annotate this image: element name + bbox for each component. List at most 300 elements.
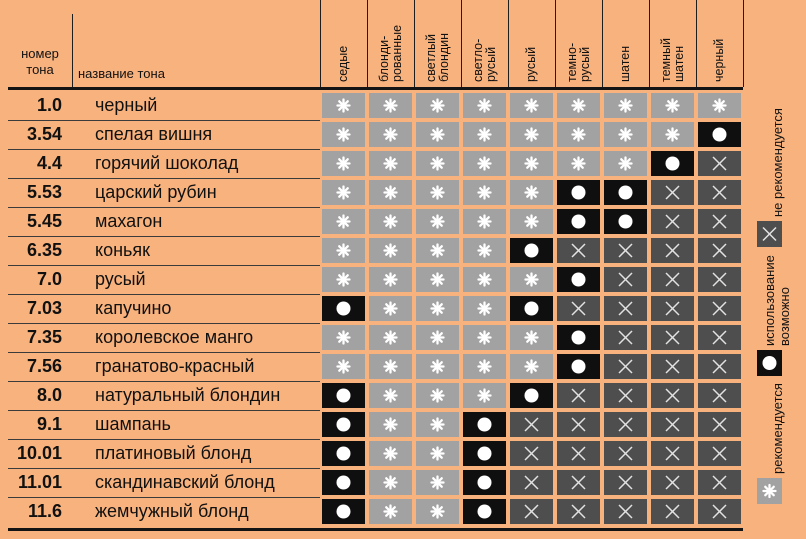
table-row	[0, 410, 745, 439]
cell-cross	[557, 296, 600, 321]
cross-icon	[651, 499, 694, 524]
cell-cross	[651, 296, 694, 321]
asterisk-icon	[651, 122, 694, 147]
cell-asterisk	[322, 180, 365, 205]
cross-icon	[604, 441, 647, 466]
column-header	[461, 0, 508, 86]
cell-asterisk	[416, 383, 459, 408]
cell-cross	[604, 499, 647, 524]
cross-icon	[557, 296, 600, 321]
cell-cross	[604, 441, 647, 466]
asterisk-icon	[322, 180, 365, 205]
cross-icon	[651, 209, 694, 234]
asterisk-icon	[416, 441, 459, 466]
cell-cross	[651, 412, 694, 437]
asterisk-icon	[510, 151, 553, 176]
cell-asterisk	[369, 267, 412, 292]
asterisk-icon	[416, 122, 459, 147]
circle-icon	[698, 122, 741, 147]
asterisk-icon	[557, 93, 600, 118]
asterisk-icon	[463, 180, 506, 205]
cell-cross	[651, 180, 694, 205]
circle-icon	[463, 470, 506, 495]
cell-asterisk	[369, 441, 412, 466]
column-header-text	[713, 0, 726, 86]
cell-circle	[463, 499, 506, 524]
cell-asterisk	[463, 325, 506, 350]
column-header-line: русый	[577, 46, 592, 82]
cross-icon	[651, 180, 694, 205]
tone-name: шампань	[95, 414, 171, 434]
column-header-line: светлый	[423, 34, 438, 82]
tone-number: 5.53	[26, 182, 62, 202]
cross-icon	[698, 354, 741, 379]
cross-icon	[651, 383, 694, 408]
cell-asterisk	[463, 354, 506, 379]
cell-asterisk	[604, 93, 647, 118]
column-header-line: темный	[658, 37, 673, 82]
asterisk-icon	[463, 296, 506, 321]
cell-asterisk	[369, 122, 412, 147]
cell-circle	[510, 383, 553, 408]
table-row	[0, 178, 745, 207]
cross-icon	[557, 412, 600, 437]
cross-icon	[651, 325, 694, 350]
cross-icon	[557, 238, 600, 263]
tone-number: 6.35	[26, 240, 62, 260]
asterisk-icon	[416, 296, 459, 321]
table-row	[0, 381, 745, 410]
asterisk-icon	[322, 238, 365, 263]
asterisk-icon	[604, 151, 647, 176]
cell-cross	[604, 267, 647, 292]
cell-circle	[604, 209, 647, 234]
cell-asterisk	[322, 151, 365, 176]
cross-icon	[651, 470, 694, 495]
circle-icon	[510, 296, 553, 321]
asterisk-icon	[322, 354, 365, 379]
cell-asterisk	[369, 325, 412, 350]
column-header-text	[525, 0, 538, 86]
cross-icon	[698, 412, 741, 437]
table-row	[0, 91, 745, 120]
tone-number: 7.35	[26, 327, 62, 347]
asterisk-icon	[463, 325, 506, 350]
cross-icon	[698, 499, 741, 524]
circle-icon	[557, 354, 600, 379]
tone-name: царский рубин	[95, 182, 217, 202]
cross-icon	[651, 441, 694, 466]
cell-asterisk	[416, 296, 459, 321]
cell-cross	[651, 267, 694, 292]
asterisk-icon	[510, 93, 553, 118]
cross-icon	[604, 470, 647, 495]
cell-cross	[651, 209, 694, 234]
cross-icon	[757, 221, 782, 247]
asterisk-icon	[510, 267, 553, 292]
tone-name: платиновый блонд	[95, 443, 252, 463]
tone-name: королевское манго	[95, 327, 254, 347]
column-header	[696, 0, 743, 86]
column-header-line: блонди-	[376, 35, 391, 82]
cell-asterisk	[557, 93, 600, 118]
cell-asterisk	[463, 267, 506, 292]
table-row	[0, 265, 745, 294]
cell-asterisk	[510, 93, 553, 118]
asterisk-icon	[510, 209, 553, 234]
cell-asterisk	[557, 151, 600, 176]
asterisk-icon	[604, 93, 647, 118]
cell-asterisk	[651, 93, 694, 118]
cell-cross	[698, 441, 741, 466]
cell-asterisk	[510, 180, 553, 205]
asterisk-icon	[604, 122, 647, 147]
cross-icon	[510, 441, 553, 466]
tone-name: махагон	[95, 211, 163, 231]
column-header-line: шатен	[618, 45, 632, 82]
number-column-header-line: тона	[26, 62, 54, 77]
circle-icon	[757, 350, 782, 376]
circle-icon	[557, 325, 600, 350]
column-header-line: блондин	[436, 32, 451, 82]
circle-icon	[604, 209, 647, 234]
circle-icon	[510, 383, 553, 408]
cell-asterisk	[463, 180, 506, 205]
legend-label-text	[770, 93, 785, 217]
circle-icon	[651, 151, 694, 176]
asterisk-icon	[369, 296, 412, 321]
circle-icon	[557, 267, 600, 292]
column-header	[414, 0, 461, 86]
legend-label-line: не рекомендуется	[769, 108, 785, 217]
cell-asterisk	[322, 93, 365, 118]
legend-swatch	[757, 221, 782, 247]
asterisk-icon	[557, 151, 600, 176]
asterisk-icon	[463, 209, 506, 234]
cell-asterisk	[322, 238, 365, 263]
table-row	[0, 352, 745, 381]
table-row	[0, 468, 745, 497]
cell-cross	[604, 296, 647, 321]
circle-icon	[557, 180, 600, 205]
column-header-text	[566, 0, 592, 86]
cell-asterisk	[322, 354, 365, 379]
asterisk-icon	[322, 122, 365, 147]
cell-cross	[698, 151, 741, 176]
cross-icon	[698, 325, 741, 350]
cell-cross	[604, 238, 647, 263]
cell-cross	[510, 470, 553, 495]
column-header	[320, 0, 367, 86]
cell-asterisk	[416, 499, 459, 524]
cell-cross	[510, 499, 553, 524]
cell-asterisk	[416, 325, 459, 350]
tone-number: 8.0	[36, 385, 62, 405]
cell-circle	[322, 383, 365, 408]
cell-cross	[510, 441, 553, 466]
cell-cross	[604, 325, 647, 350]
cell-asterisk	[510, 325, 553, 350]
cell-asterisk	[604, 122, 647, 147]
asterisk-icon	[416, 354, 459, 379]
asterisk-icon	[369, 325, 412, 350]
cross-icon	[604, 383, 647, 408]
asterisk-icon	[322, 93, 365, 118]
circle-icon	[322, 441, 365, 466]
cell-circle	[463, 412, 506, 437]
cell-asterisk	[463, 122, 506, 147]
asterisk-icon	[416, 93, 459, 118]
cell-cross	[698, 296, 741, 321]
column-header-line: рованные	[389, 24, 404, 82]
legend-label	[750, 93, 804, 217]
asterisk-icon	[416, 325, 459, 350]
cross-icon	[698, 383, 741, 408]
column-header-line: черный	[712, 38, 726, 82]
cross-icon	[510, 499, 553, 524]
top-rule	[8, 87, 743, 90]
cell-asterisk	[369, 412, 412, 437]
number-column-header-line: номер	[21, 46, 59, 61]
asterisk-icon	[369, 180, 412, 205]
cell-cross	[557, 499, 600, 524]
cell-asterisk	[463, 209, 506, 234]
table-row	[0, 149, 745, 178]
cross-icon	[604, 238, 647, 263]
tone-name: русый	[95, 269, 146, 289]
header-divider	[743, 0, 744, 87]
tone-number: 1.0	[36, 95, 62, 115]
cell-asterisk	[369, 93, 412, 118]
asterisk-icon	[463, 383, 506, 408]
cell-cross	[651, 325, 694, 350]
cross-icon	[510, 412, 553, 437]
asterisk-icon	[757, 478, 782, 504]
asterisk-icon	[510, 354, 553, 379]
tone-name: горячий шоколад	[95, 153, 239, 173]
asterisk-icon	[369, 209, 412, 234]
column-header	[602, 0, 649, 86]
asterisk-icon	[557, 122, 600, 147]
column-header-line: шатен	[671, 45, 686, 82]
cell-circle	[557, 325, 600, 350]
cell-asterisk	[322, 209, 365, 234]
tone-name: капучино	[95, 298, 172, 318]
tone-name: спелая вишня	[95, 124, 213, 144]
asterisk-icon	[510, 180, 553, 205]
cross-icon	[604, 267, 647, 292]
asterisk-icon	[369, 470, 412, 495]
cell-cross	[698, 180, 741, 205]
cell-asterisk	[322, 325, 365, 350]
column-header-text	[619, 0, 632, 86]
asterisk-icon	[416, 412, 459, 437]
cell-asterisk	[369, 499, 412, 524]
cell-circle	[510, 296, 553, 321]
cross-icon	[557, 383, 600, 408]
cell-cross	[557, 441, 600, 466]
cell-asterisk	[510, 209, 553, 234]
legend-label	[750, 248, 804, 346]
cell-cross	[651, 383, 694, 408]
circle-icon	[510, 238, 553, 263]
legend-swatch	[757, 478, 782, 504]
tone-name: натуральный блондин	[95, 385, 281, 405]
asterisk-icon	[416, 151, 459, 176]
cell-cross	[651, 238, 694, 263]
asterisk-icon	[416, 499, 459, 524]
circle-icon	[322, 412, 365, 437]
cell-asterisk	[369, 180, 412, 205]
column-header-line: темно-	[564, 42, 579, 82]
asterisk-icon	[416, 209, 459, 234]
cell-cross	[651, 441, 694, 466]
cross-icon	[510, 470, 553, 495]
cell-asterisk	[416, 354, 459, 379]
asterisk-icon	[369, 354, 412, 379]
cell-circle	[322, 470, 365, 495]
tone-number: 4.4	[36, 153, 62, 173]
circle-icon	[604, 180, 647, 205]
cell-circle	[557, 354, 600, 379]
cell-cross	[698, 412, 741, 437]
cell-asterisk	[463, 151, 506, 176]
column-header-text	[660, 0, 686, 86]
cross-icon	[698, 296, 741, 321]
cell-asterisk	[604, 151, 647, 176]
table-row	[0, 497, 745, 526]
tone-name: скандинавский блонд	[95, 472, 275, 492]
cell-asterisk	[369, 209, 412, 234]
legend-label-line: использование	[762, 255, 777, 346]
cell-asterisk	[463, 93, 506, 118]
cell-asterisk	[416, 267, 459, 292]
asterisk-icon	[369, 441, 412, 466]
asterisk-icon	[369, 412, 412, 437]
tone-name: жемчужный блонд	[95, 501, 249, 521]
cell-asterisk	[416, 180, 459, 205]
asterisk-icon	[463, 93, 506, 118]
cell-asterisk	[510, 122, 553, 147]
cell-asterisk	[369, 296, 412, 321]
cell-circle	[463, 441, 506, 466]
cell-circle	[651, 151, 694, 176]
circle-icon	[463, 499, 506, 524]
circle-icon	[322, 499, 365, 524]
cell-cross	[604, 383, 647, 408]
cell-asterisk	[416, 93, 459, 118]
cell-asterisk	[416, 122, 459, 147]
asterisk-icon	[369, 499, 412, 524]
cross-icon	[698, 441, 741, 466]
column-header-line: седые	[336, 45, 350, 82]
table-row	[0, 207, 745, 236]
asterisk-icon	[369, 383, 412, 408]
table-row	[0, 236, 745, 265]
column-header-text	[337, 0, 350, 86]
column-header-line: русый	[483, 46, 498, 82]
cross-icon	[698, 151, 741, 176]
asterisk-icon	[322, 209, 365, 234]
cell-asterisk	[369, 470, 412, 495]
cell-cross	[651, 470, 694, 495]
asterisk-icon	[369, 238, 412, 263]
cell-asterisk	[416, 470, 459, 495]
cell-circle	[322, 412, 365, 437]
asterisk-icon	[416, 383, 459, 408]
circle-icon	[463, 412, 506, 437]
cross-icon	[698, 267, 741, 292]
cell-circle	[698, 122, 741, 147]
cell-circle	[322, 441, 365, 466]
asterisk-icon	[416, 470, 459, 495]
cell-cross	[510, 412, 553, 437]
cell-asterisk	[698, 93, 741, 118]
table-row	[0, 120, 745, 149]
cell-circle	[510, 238, 553, 263]
cross-icon	[604, 325, 647, 350]
legend-label-text	[762, 248, 792, 346]
tone-number: 5.45	[26, 211, 62, 231]
tone-name: черный	[95, 95, 158, 115]
cell-asterisk	[463, 296, 506, 321]
asterisk-icon	[416, 238, 459, 263]
cell-asterisk	[416, 151, 459, 176]
cell-asterisk	[463, 383, 506, 408]
cross-icon	[651, 238, 694, 263]
cell-asterisk	[369, 151, 412, 176]
cell-asterisk	[416, 238, 459, 263]
column-header	[649, 0, 696, 86]
cell-asterisk	[510, 354, 553, 379]
cross-icon	[604, 296, 647, 321]
circle-icon	[322, 470, 365, 495]
cross-icon	[698, 238, 741, 263]
cross-icon	[651, 296, 694, 321]
circle-icon	[322, 296, 365, 321]
cross-icon	[604, 354, 647, 379]
cell-asterisk	[463, 238, 506, 263]
column-header	[508, 0, 555, 86]
cell-asterisk	[416, 209, 459, 234]
column-header-text	[472, 0, 498, 86]
cell-asterisk	[416, 412, 459, 437]
name-column-header: название тона	[78, 66, 165, 81]
tone-number: 7.0	[36, 269, 62, 289]
cell-asterisk	[369, 354, 412, 379]
cell-cross	[604, 470, 647, 495]
asterisk-icon	[322, 325, 365, 350]
asterisk-icon	[416, 267, 459, 292]
cell-asterisk	[369, 238, 412, 263]
asterisk-icon	[463, 122, 506, 147]
cross-icon	[557, 441, 600, 466]
cell-asterisk	[416, 441, 459, 466]
cell-cross	[557, 383, 600, 408]
asterisk-icon	[463, 267, 506, 292]
cell-asterisk	[651, 122, 694, 147]
cell-cross	[698, 325, 741, 350]
legend-label-line: рекомендуется	[769, 383, 785, 474]
cross-icon	[698, 470, 741, 495]
column-header-line: светло-	[470, 38, 485, 82]
cell-circle	[322, 499, 365, 524]
bottom-rule	[8, 528, 743, 531]
asterisk-icon	[510, 325, 553, 350]
cell-asterisk	[369, 383, 412, 408]
cell-cross	[557, 470, 600, 495]
cell-cross	[698, 238, 741, 263]
